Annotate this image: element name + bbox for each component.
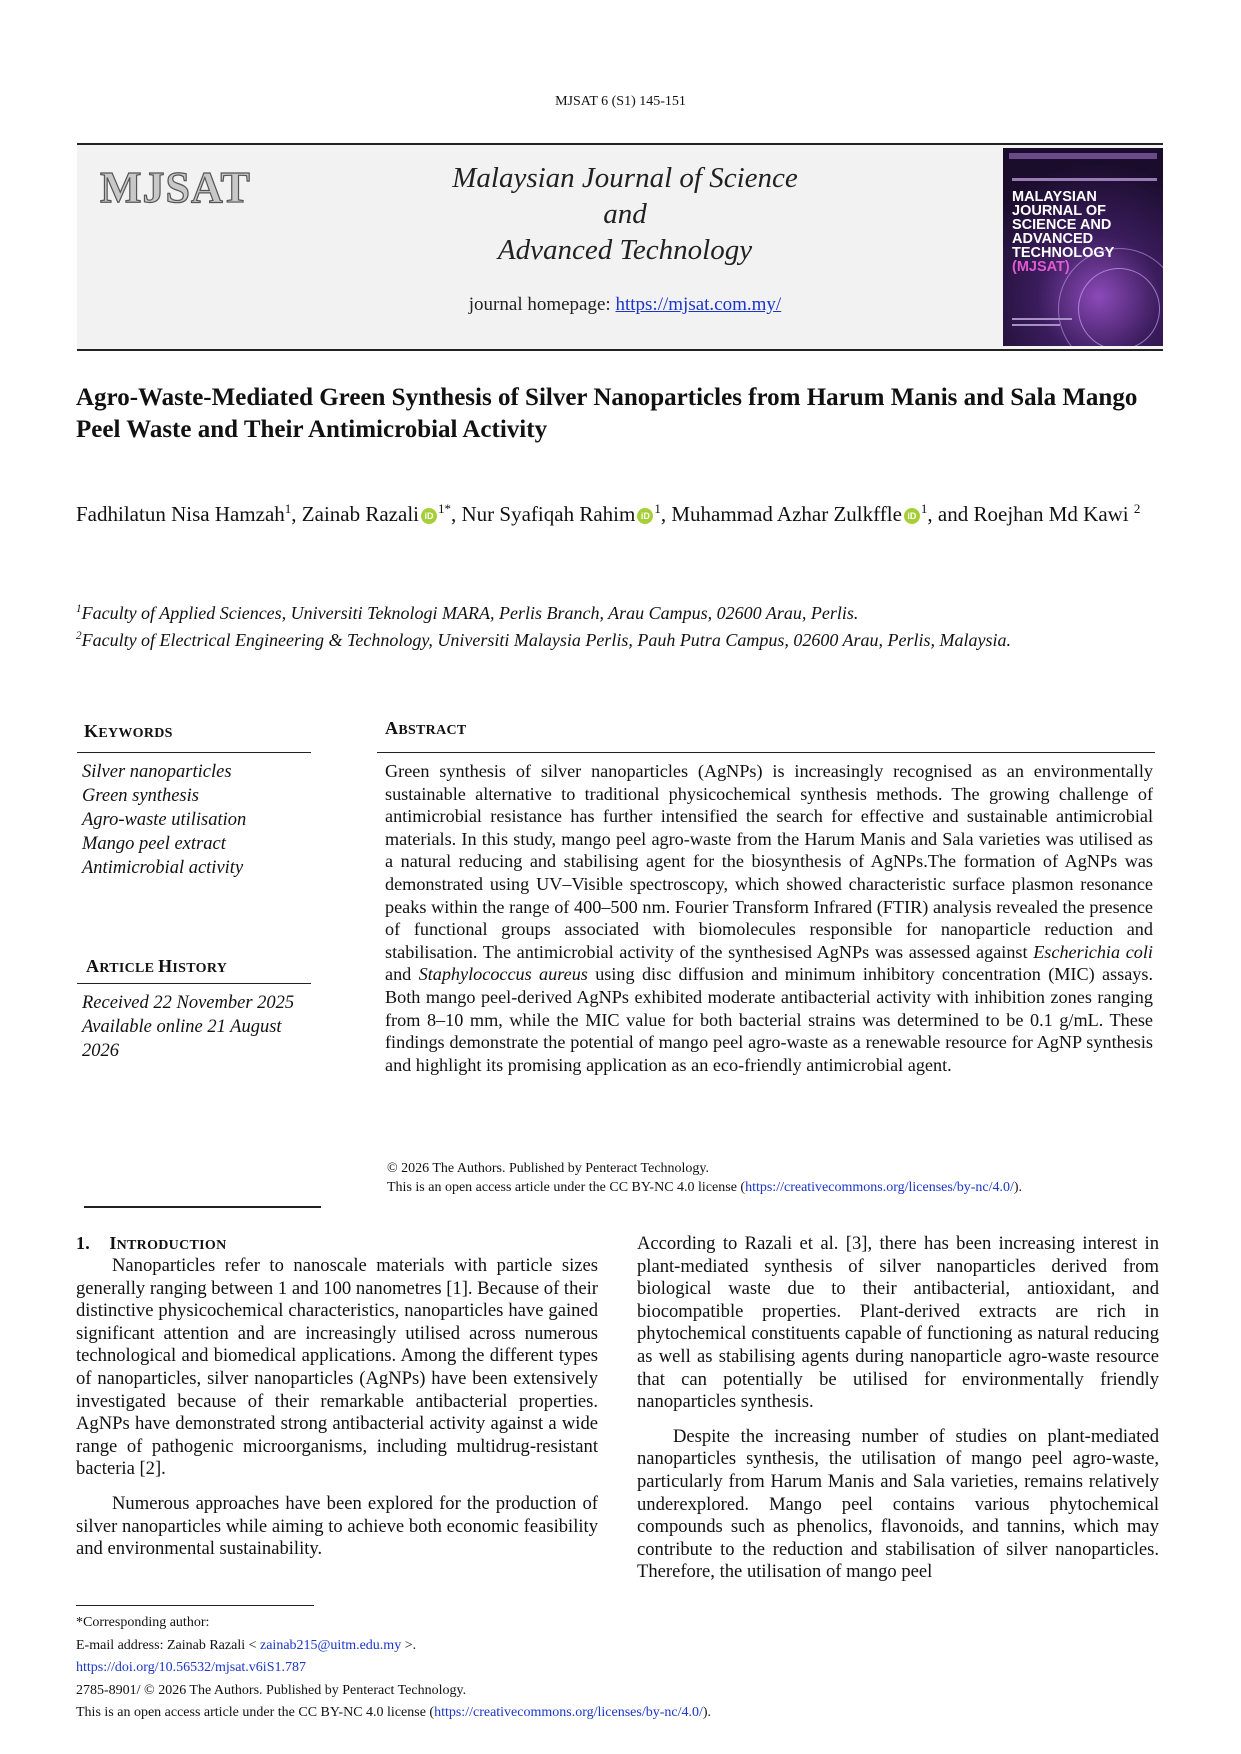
author-name: Nur Syafiqah Rahim	[461, 502, 636, 526]
heading-rest: ISTORY	[172, 961, 228, 976]
cover-subtitle-bar	[1012, 178, 1157, 181]
species-name: Staphylococcus aureus	[418, 964, 588, 985]
email-label: E-mail address: Zainab Razali <	[76, 1637, 260, 1653]
footnote-rule	[76, 1605, 314, 1606]
footnote-license-link[interactable]: https://creativecommons.org/licenses/by-nc/4.0/	[434, 1705, 703, 1721]
heading-rest: EYWORDS	[98, 726, 173, 741]
author-list	[76, 500, 1168, 529]
cover-footer-bar	[1012, 324, 1060, 326]
affiliation-text: Faculty of Applied Sciences, Universiti Teknologi MARA, Perlis Branch, Arau Campus, 02600 Arau, Perlis.	[81, 603, 859, 623]
homepage-label: journal homepage:	[468, 294, 616, 315]
homepage-link[interactable]: https://mjsat.com.my/	[615, 294, 782, 315]
cover-header-strip	[1009, 153, 1157, 159]
species-name: Escherichia coli	[1033, 941, 1153, 962]
footnote-license-line	[76, 1702, 1176, 1725]
orcid-icon[interactable]: iD	[637, 508, 653, 524]
keywords-heading	[84, 721, 173, 742]
cover-title-line: ADVANCED	[1012, 231, 1094, 247]
keywords-rule	[77, 752, 311, 753]
journal-title-line: Advanced Technology	[497, 234, 753, 266]
copyright-notice	[387, 1159, 1177, 1197]
author-name: Fadhilatun Nisa Hamzah	[76, 502, 285, 526]
intro-right-column	[637, 1233, 1159, 1584]
heading-rest: BSTRACT	[398, 723, 467, 738]
intro-paragraph: Numerous approaches have been explored for the production of silver nanoparticles while aiming to achieve both economic feasibility and environmental sustainability.	[76, 1492, 598, 1560]
author-affil-sup: 1*	[438, 501, 452, 516]
abstract-text	[385, 760, 1153, 1076]
affiliation-2	[76, 630, 1176, 651]
email-label: >.	[401, 1637, 417, 1653]
affiliation-text: Faculty of Electrical Engineering & Technology, Universiti Malaysia Perlis, Pauh Putra Campus, 02600 Arau, Perlis, Malaysia.	[81, 630, 1011, 650]
orcid-icon[interactable]: iD	[421, 508, 437, 524]
heading-initial: K	[84, 721, 99, 741]
affiliation-number: 1	[76, 603, 82, 615]
doi-link[interactable]: https://doi.org/10.56532/mjsat.v6iS1.787	[76, 1660, 306, 1676]
journal-homepage	[420, 294, 830, 316]
license-text: ).	[1013, 1180, 1023, 1195]
cover-footer-bar	[1012, 318, 1072, 320]
keyword-item: Green synthesis	[82, 786, 199, 806]
section-number: 1.	[76, 1233, 91, 1253]
keyword-item: Agro-waste utilisation	[82, 810, 247, 830]
author-name: Roejhan Md Kawi	[973, 502, 1129, 526]
journal-title-line: Malaysian Journal of Science	[452, 162, 798, 194]
journal-cover-image	[1003, 148, 1163, 346]
heading-initial: I	[109, 1233, 117, 1253]
cover-title-line: TECHNOLOGY	[1012, 245, 1115, 261]
cover-title-line: JOURNAL OF	[1012, 203, 1106, 219]
journal-title-line: and	[603, 198, 647, 230]
intro-paragraph: According to Razali et al. [3], there has been increasing interest in plant-mediated synthesis of silver nanoparticles derived from biological waste due to their antibacterial, antioxidant, and biocompatible properties. Plant-derived extracts are rich in phytochemical constituents capable of functioning as natural reducing as well as stabilising agents during nanoparticle agro-waste resource that can potentially be utilised for environmentally friendly nanoparticles synthesis.	[637, 1233, 1159, 1413]
license-text: This is an open access article under the CC BY-NC 4.0 license (	[76, 1705, 435, 1721]
abstract-body: using disc diffusion and minimum inhibitory concentration (MIC) assays. Both mango peel-derived AgNPs exhibited moderate antibacterial activity with inhibition zones ranging from 8–10 mm, while the MIC value for both bacterial strains was determined to be 0.1 g/mL. These findings demonstrate the potential of mango peel agro-waste as a renewable resource for AgNP synthesis and highlight its promising application as an eco-friendly antimicrobial agent.	[385, 964, 1154, 1075]
orcid-icon[interactable]: iD	[904, 508, 920, 524]
license-text: ).	[702, 1705, 712, 1721]
author-name: Zainab Razali	[301, 502, 419, 526]
email-link[interactable]: zainab215@uitm.edu.my	[260, 1637, 402, 1653]
license-text: This is an open access article under the CC BY-NC 4.0 license (	[387, 1180, 746, 1195]
cover-title-line: MALAYSIAN	[1012, 189, 1097, 205]
cover-title-line: SCIENCE AND	[1012, 217, 1112, 233]
author-affil-sup: 1	[654, 501, 661, 516]
article-title: Agro-Waste-Mediated Green Synthesis of Silver Nanoparticles from Harum Manis and Sala Mango Peel Waste and Their Antimicrobial Activity	[76, 384, 1138, 443]
license-line	[387, 1178, 1177, 1197]
license-link[interactable]: https://creativecommons.org/licenses/by-nc/4.0/	[745, 1180, 1014, 1195]
abstract-heading	[385, 718, 467, 739]
affiliation-1	[76, 603, 1176, 624]
issn-line: 2785-8901/ © 2026 The Authors. Published by Penteract Technology.	[76, 1682, 467, 1698]
article-history-rule	[77, 983, 311, 984]
keywords-list	[82, 760, 322, 880]
heading-initial: A	[385, 718, 399, 738]
keyword-item: Antimicrobial activity	[82, 858, 244, 878]
available-date: Available online 21 August 2026	[82, 1017, 282, 1061]
corresponding-author: *Corresponding author:	[76, 1615, 210, 1630]
intro-paragraph: Nanoparticles refer to nanoscale materials with particle sizes generally ranging between 1 and 100 nanometres [1]. Because of their distinctive physicochemical characteristics, nanoparticles have gained significant attention and are increasingly utilised across numerous technological and biomedical applications. Among the different types of nanoparticles, silver nanoparticles (AgNPs) have been extensively investigated because of their remarkable antibacterial properties. AgNPs have demonstrated strong antibacterial activity against a wide range of pathogenic microorganisms, including multidrug-resistant bacteria [2].	[76, 1255, 598, 1480]
introduction-heading	[76, 1233, 227, 1254]
affiliation-number: 2	[76, 630, 82, 642]
article-history-heading	[86, 956, 227, 977]
journal-logo: MJSAT	[100, 163, 251, 212]
abstract-rule	[377, 752, 1155, 753]
email-line	[76, 1635, 1176, 1658]
author-affil-sup: 1	[920, 501, 928, 516]
heading-initial: H	[158, 956, 173, 976]
author-affil-sup: 1	[284, 501, 292, 516]
cover-circle-graphic-inner	[1078, 268, 1160, 346]
footnotes	[76, 1612, 1176, 1725]
author-affil-sup: 2	[1133, 501, 1141, 516]
abstract-body: and	[385, 964, 419, 985]
article-history-list	[82, 991, 322, 1063]
running-head: MJSAT 6 (S1) 145-151	[555, 94, 686, 109]
author-separator: ,	[291, 502, 302, 526]
author-name: Muhammad Azhar Zulkffle	[671, 502, 902, 526]
sidebar-bottom-rule	[84, 1206, 321, 1208]
intro-paragraph: Despite the increasing number of studies on plant-mediated nanoparticles synthesis, the utilisation of mango peel agro-waste, particularly from Harum Manis and Sala varieties, remains relatively underexplored. Mango peel contains various phytochemical compounds such as phenolics, flavonoids, and tannins, which may contribute to the reduction and stabilisation of silver nanoparticles. Therefore, the utilisation of mango peel	[637, 1425, 1159, 1583]
author-separator: , and	[927, 502, 969, 526]
heading-rest: RTICLE	[99, 961, 159, 976]
cover-acronym: (MJSAT)	[1012, 259, 1070, 275]
copyright-line: © 2026 The Authors. Published by Penteract Technology.	[387, 1161, 710, 1176]
cover-title	[1012, 190, 1162, 274]
heading-initial: A	[86, 956, 100, 976]
heading-rest: NTRODUCTION	[116, 1238, 227, 1253]
author-separator: ,	[451, 502, 462, 526]
intro-left-column	[76, 1255, 598, 1561]
keyword-item: Silver nanoparticles	[82, 762, 232, 782]
author-separator: ,	[660, 502, 672, 526]
received-date: Received 22 November 2025	[82, 993, 295, 1013]
keyword-item: Mango peel extract	[82, 834, 226, 854]
abstract-body: Green synthesis of silver nanoparticles (AgNPs) is increasingly recognised as an environmentally sustainable alternative to traditional physicochemical synthesis methods. The growing challenge of antimicrobial resistance has further intensified the search for effective and sustainable antimicrobial materials. In this study, mango peel agro-waste from the Harum Manis and Sala varieties was utilised as a natural reducing and stabilising agent for the biosynthesis of AgNPs.The formation of AgNPs was demonstrated using UV–Visible spectroscopy, which showed characteristic surface plasmon resonance peaks within the range of 400–500 nm. Fourier Transform Infrared (FTIR) analysis revealed the presence of functional groups associated with biomolecules responsible for nanoparticle reduction and stabilisation. The antimicrobial activity of the synthesised AgNPs was assessed against	[385, 761, 1153, 962]
journal-title	[420, 160, 830, 268]
